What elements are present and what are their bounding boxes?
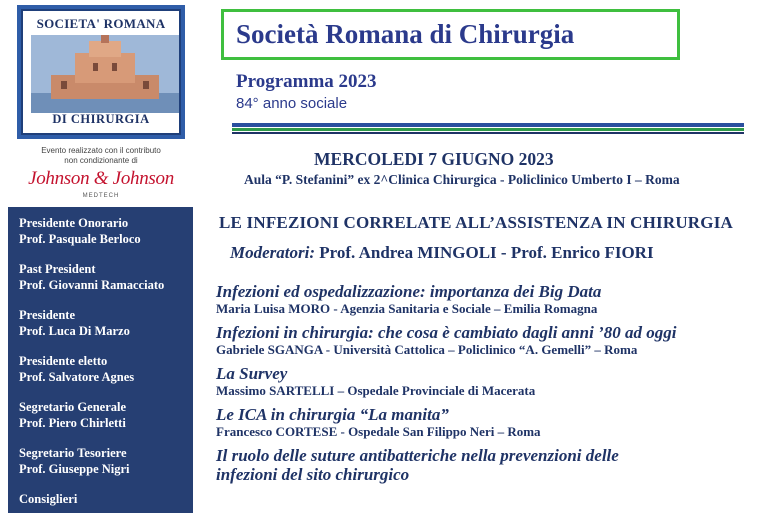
event-venue: Aula “P. Stefanini” ex 2^Clinica Chirurgica - Policlinico Umberto I – Roma [244,172,680,187]
sidebar-role: Segretario Tesoriere [19,446,127,460]
sponsor-note-line1: Evento realizzato con il contributo [41,146,161,155]
program-title: Programma 2023 [236,71,377,92]
society-logo [17,5,185,139]
talk-item [216,405,766,440]
sidebar-person: Prof. Salvatore Agnes [19,370,135,384]
divider-green [232,128,744,131]
sidebar-person: Prof. Giovanni Ramacciato [19,278,165,292]
sidebar-role: Presidente [19,308,76,322]
talk-speaker: Maria Luisa MORO - Agenzia Sanitaria e Sociale – Emilia Romagna [216,301,598,316]
talk-speaker: Francesco CORTESE - Ospedale San Filippo Neri – Roma [216,424,541,439]
sidebar-item [19,307,183,339]
castle-illustration-icon [31,35,179,113]
page-title: Società Romana di Chirurgia [236,19,575,49]
event-date: MERCOLEDI 7 GIUGNO 2023 [314,149,554,169]
sidebar-role: Presidente eletto [19,354,108,368]
talk-title: La Survey [216,364,288,383]
talk-title-continued: infezioni del sito chirurgico [216,465,410,484]
logo-top-text: SOCIETA' ROMANA [36,16,166,31]
session-title: LE INFEZIONI CORRELATE ALL’ASSISTENZA IN CHIRURGIA [219,213,733,232]
talk-list [216,282,766,490]
sidebar-person: Prof. Piero Chirletti [19,416,126,430]
logo-bottom-text: DI CHIRURGIA [52,112,150,126]
program-subtitle: 84° anno sociale [236,95,348,112]
sidebar-person: Prof. Luca Di Marzo [19,324,130,338]
sidebar-person: Prof. Pasquale Berloco [19,232,141,246]
divider-navy [232,132,744,134]
sponsor-note [17,146,185,166]
sidebar-role: Segretario Generale [19,400,127,414]
title-box [221,9,680,60]
talk-item [216,446,766,484]
sidebar-person: Prof. Giuseppe Nigri [19,462,130,476]
sidebar-role: Consiglieri [19,492,78,506]
moderators [230,243,654,263]
talk-item [216,323,766,358]
sponsor-note-line2: non condizionante di [64,156,138,165]
talk-title: Infezioni ed ospedalizzazione: importanza dei Big Data [216,282,602,301]
sidebar-item [19,353,183,385]
talk-title: Infezioni in chirurgia: che cosa è cambiato dagli anni ’80 ad oggi [216,323,677,342]
sidebar-role: Presidente Onorario [19,216,129,230]
sidebar-item [19,399,183,431]
sidebar-role: Past President [19,262,96,276]
sponsor-brand-logo: Johnson & Johnson [28,168,174,189]
sidebar-item [19,445,183,477]
sidebar-item [19,215,183,247]
talk-item [216,364,766,399]
talk-item [216,282,766,317]
talk-speaker: Gabriele SGANGA - Università Cattolica – Policlinico “A. Gemelli” – Roma [216,342,638,357]
talk-title: Il ruolo delle suture antibatteriche nella prevenzioni delle [216,446,619,465]
sidebar-board [8,207,193,513]
divider-blue [232,123,744,127]
talk-title: Le ICA in chirurgia “La manita” [216,405,449,424]
talk-speaker: Massimo SARTELLI – Ospedale Provinciale di Macerata [216,383,536,398]
moderators-label: Moderatori: [230,243,315,262]
sponsor-brand-sub: MEDTECH [82,193,120,199]
sidebar-item [19,261,183,293]
sidebar-item [19,491,183,507]
moderators-names: Prof. Andrea MINGOLI - Prof. Enrico FIORI [315,243,654,262]
